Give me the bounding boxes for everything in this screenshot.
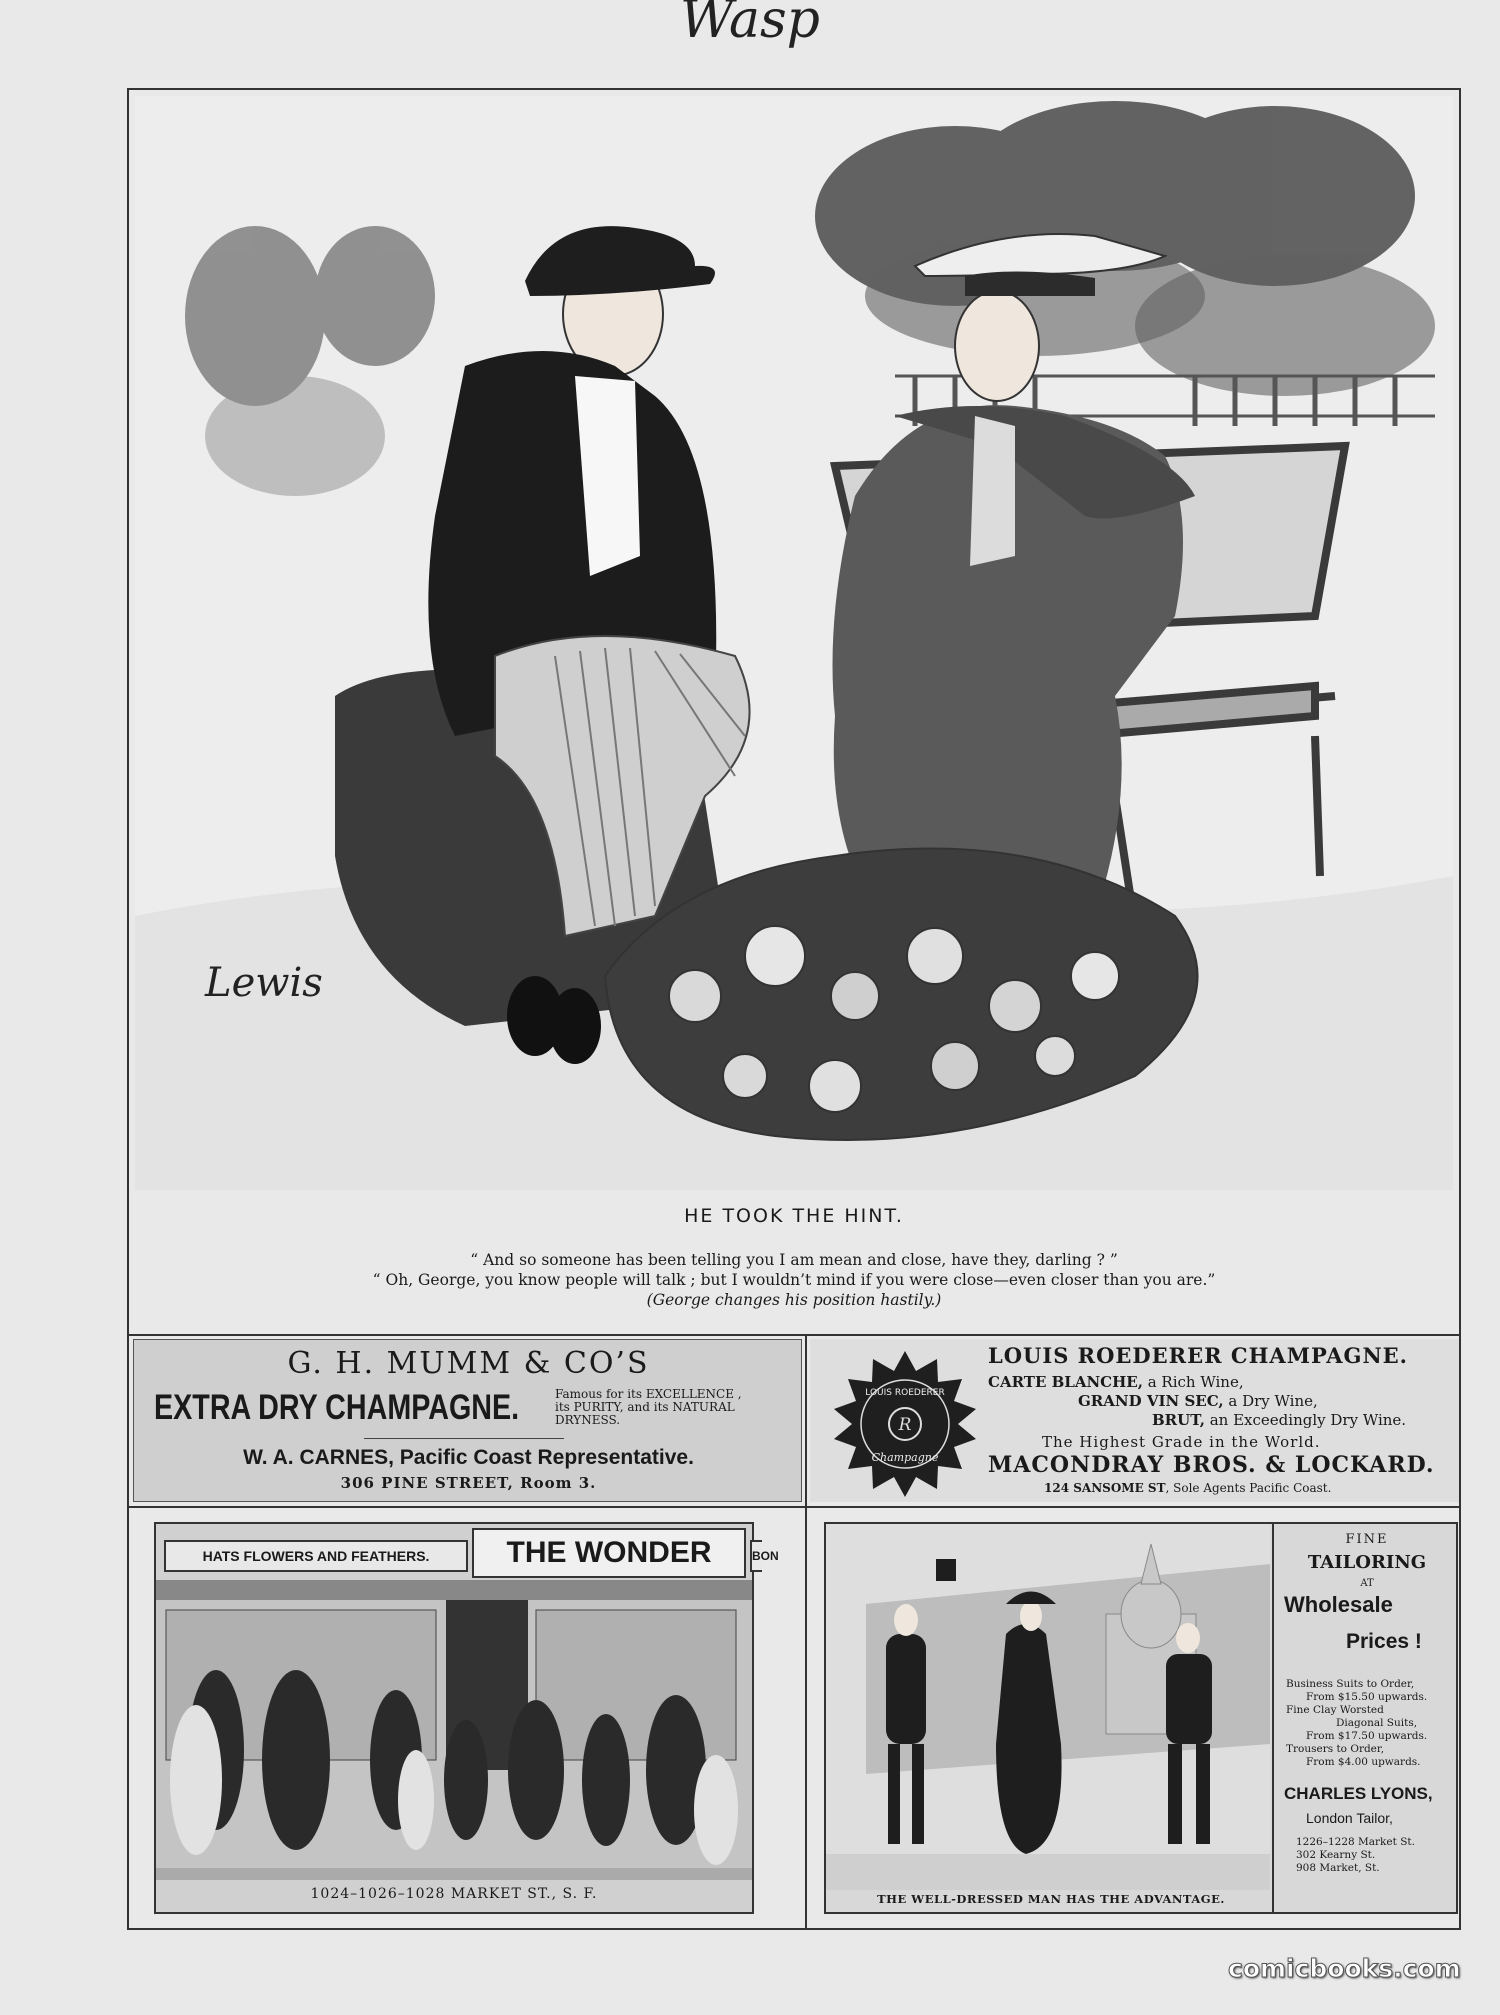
ad-mumm-champagne bbox=[133, 1339, 802, 1502]
ad-roederer-grade: The Highest Grade in the World. bbox=[1042, 1433, 1321, 1451]
ad-lyons-name: CHARLES LYONS, bbox=[1284, 1784, 1433, 1803]
price-line: Diagonal Suits, bbox=[1336, 1717, 1418, 1729]
watermark: comicbooks.com bbox=[1228, 1954, 1461, 1983]
ad-roederer-agents: MACONDRAY BROS. & LOCKARD. bbox=[988, 1452, 1435, 1478]
ad-lyons-title: London Tailor, bbox=[1306, 1810, 1393, 1826]
ad-roederer-line-2 bbox=[1078, 1392, 1318, 1410]
divider-rule bbox=[1272, 1524, 1274, 1912]
well-dressed-illustration bbox=[826, 1524, 1270, 1890]
ad-mumm-product: EXTRA DRY CHAMPAGNE. bbox=[154, 1388, 520, 1427]
wine-desc: a Rich Wine, bbox=[1142, 1373, 1244, 1391]
sign-the-wonder: THE WONDER bbox=[472, 1528, 746, 1578]
sign-bon: BON bbox=[750, 1540, 762, 1572]
divider-rule bbox=[129, 1334, 1459, 1336]
artist-signature: Lewis bbox=[205, 960, 323, 1006]
ad-roederer-address bbox=[1044, 1481, 1331, 1495]
cartoon-illustration bbox=[135, 96, 1453, 1190]
roederer-seal-icon bbox=[830, 1349, 980, 1499]
divider-rule bbox=[805, 1334, 807, 1930]
caption-line-3: (George changes his position hastily.) bbox=[646, 1291, 942, 1309]
masthead-title: Wasp bbox=[680, 0, 820, 50]
ad-charles-lyons bbox=[824, 1522, 1458, 1914]
wine-name: BRUT, bbox=[1152, 1411, 1205, 1429]
ad-lyons-caption: THE WELL-DRESSED MAN HAS THE ADVANTAGE. bbox=[877, 1892, 1225, 1906]
wine-name: CARTE BLANCHE, bbox=[988, 1373, 1143, 1391]
ad-roederer-line-3 bbox=[1152, 1411, 1406, 1429]
ad-mumm-heading: G. H. MUMM & CO’S bbox=[287, 1346, 650, 1381]
ad-mumm-rep: W. A. CARNES, Pacific Coast Representative. bbox=[243, 1446, 694, 1469]
ad-lyons-wholesale: Wholesale bbox=[1284, 1592, 1393, 1617]
caption-line-1: “ And so someone has been telling you I am mean and close, have they, darling ? ” bbox=[470, 1251, 1118, 1269]
ad-lyons-price-list bbox=[1286, 1678, 1456, 1769]
ad-mumm-address: 306 PINE STREET, Room 3. bbox=[340, 1474, 597, 1492]
address-line: 908 Market, St. bbox=[1296, 1862, 1380, 1874]
price-line: From $4.00 upwards. bbox=[1306, 1756, 1421, 1768]
ad-roederer-heading: LOUIS ROEDERER CHAMPAGNE. bbox=[988, 1343, 1408, 1368]
price-line: Trousers to Order, bbox=[1286, 1743, 1385, 1755]
ad-lyons-at: AT bbox=[1360, 1578, 1374, 1589]
ad-roederer-line-1 bbox=[988, 1373, 1244, 1391]
store-front-illustration bbox=[156, 1580, 752, 1880]
svg-text:R: R bbox=[898, 1415, 912, 1435]
cartoon-title: HE TOOK THE HINT. bbox=[684, 1205, 904, 1227]
ad-mumm-tagline bbox=[555, 1388, 742, 1427]
price-line: Fine Clay Worsted bbox=[1286, 1704, 1384, 1716]
seal-top-text: LOUIS ROEDERER bbox=[865, 1388, 945, 1398]
price-line: Business Suits to Order, bbox=[1286, 1678, 1415, 1690]
ornament-rule bbox=[364, 1438, 564, 1439]
wine-desc: a Dry Wine, bbox=[1223, 1392, 1318, 1410]
tagline-line: its PURITY, and its NATURAL bbox=[555, 1400, 735, 1414]
tagline-line: DRYNESS. bbox=[555, 1413, 621, 1427]
price-line: From $17.50 upwards. bbox=[1306, 1730, 1428, 1742]
divider-rule bbox=[129, 1506, 1459, 1508]
address-line: 302 Kearny St. bbox=[1296, 1849, 1376, 1861]
sign-hats-flowers: HATS FLOWERS AND FEATHERS. bbox=[164, 1540, 468, 1572]
ad-lyons-tailoring: TAILORING bbox=[1307, 1552, 1427, 1573]
ad-the-wonder bbox=[154, 1522, 779, 1914]
wine-desc: an Exceedingly Dry Wine. bbox=[1204, 1411, 1407, 1429]
address-street: 124 SANSOME ST bbox=[1044, 1481, 1166, 1495]
ad-lyons-fine: FINE bbox=[1345, 1532, 1389, 1547]
address-line: 1226–1228 Market St. bbox=[1296, 1836, 1415, 1848]
price-line: From $15.50 upwards. bbox=[1306, 1691, 1428, 1703]
wine-name: GRAND VIN SEC, bbox=[1078, 1392, 1224, 1410]
ad-lyons-addresses bbox=[1296, 1836, 1415, 1875]
address-rest: , Sole Agents Pacific Coast. bbox=[1165, 1481, 1332, 1495]
tagline-line: Famous for its EXCELLENCE , bbox=[555, 1387, 742, 1401]
ad-wonder-address: 1024–1026–1028 MARKET ST., S. F. bbox=[310, 1886, 598, 1902]
caption-line-2: “ Oh, George, you know people will talk ; but I wouldn’t mind if you were close—even closer than you are.” bbox=[372, 1271, 1216, 1289]
ad-roederer-champagne bbox=[810, 1339, 1459, 1502]
seal-bottom-text: Champagne bbox=[871, 1451, 939, 1464]
ad-lyons-prices: Prices ! bbox=[1346, 1630, 1422, 1653]
